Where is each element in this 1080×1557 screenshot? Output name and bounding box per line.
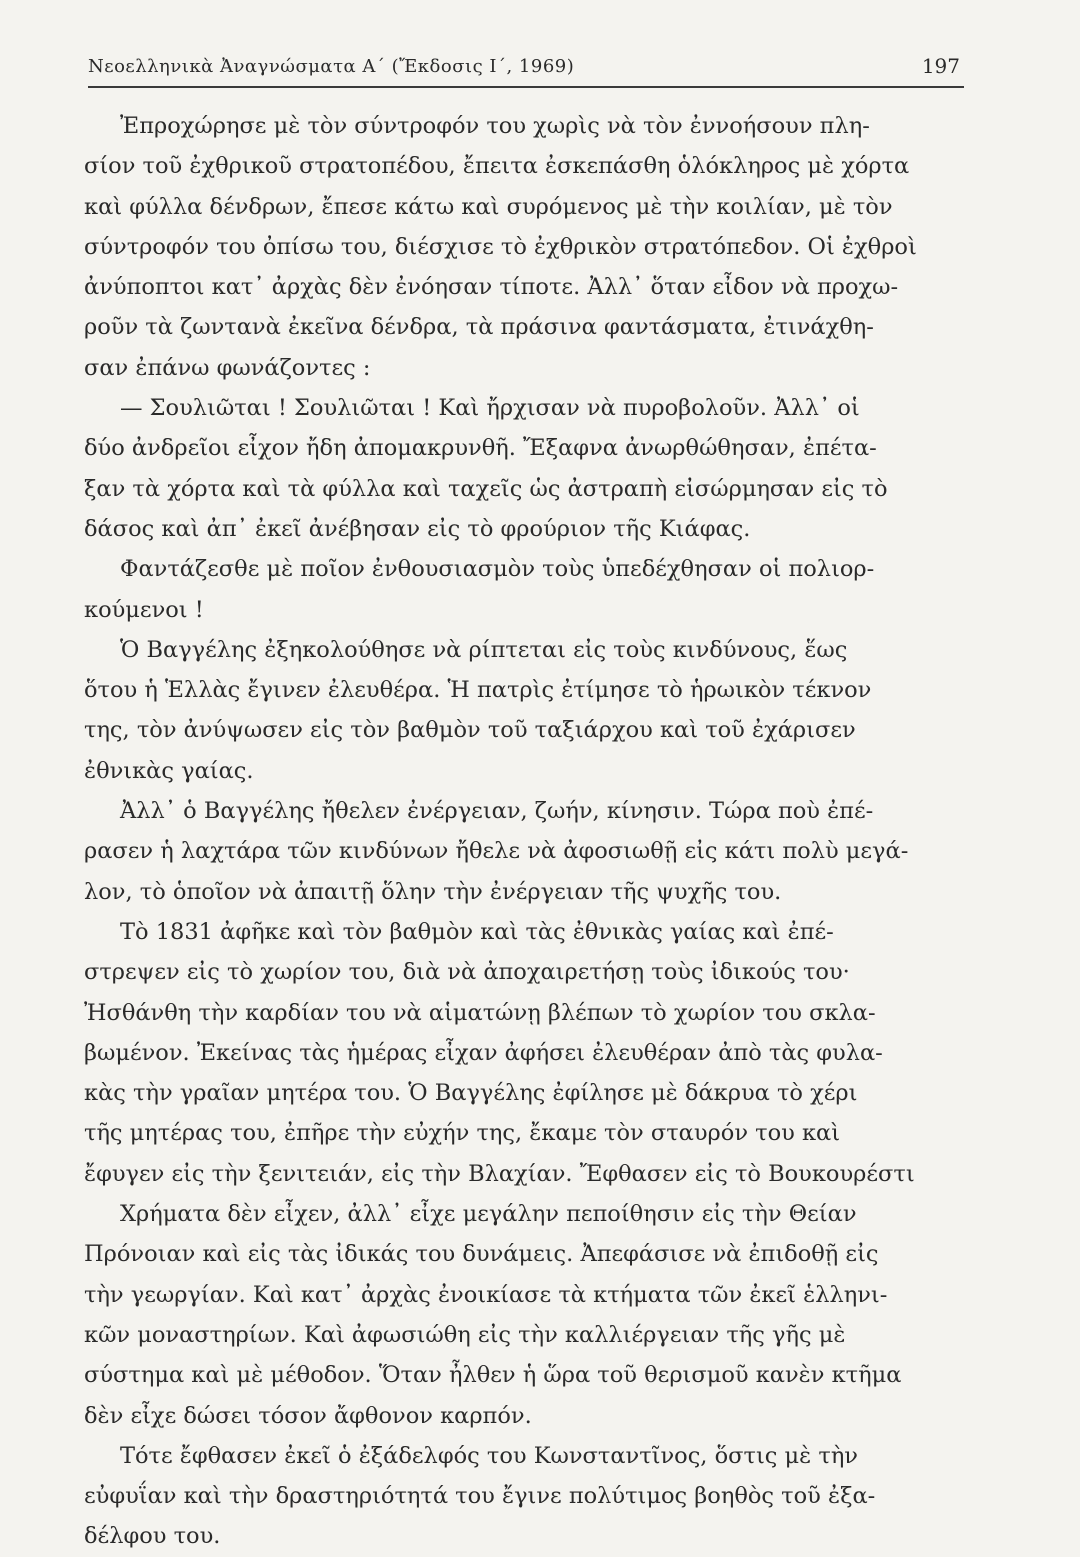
- text-line: κῶν μοναστηρίων. Καὶ ἀφωσιώθη εἰς τὴν καλλιέργειαν τῆς γῆς μὲ: [84, 1321, 846, 1348]
- text-line: ἀνύποπτοι κατ᾿ ἀρχὰς δὲν ἐνόησαν τίποτε. Ἀλλ᾿ ὅταν εἶδον νὰ προχω-: [84, 274, 899, 301]
- text-line: καὶ φύλλα δένδρων, ἔπεσε κάτω καὶ συρόμενος μὲ τὴν κοιλίαν, μὲ τὸν: [84, 193, 893, 220]
- text-line: Ἠσθάνθη τὴν καρδίαν του νὰ αἱματώνῃ βλέπων τὸ χωρίον του σκλα-: [84, 999, 876, 1026]
- text-line: δάσος καὶ ἀπ᾿ ἐκεῖ ἀνέβησαν εἰς τὸ φρούριον τῆς Κιάφας.: [84, 515, 751, 542]
- running-head-title: Νεοελληνικὰ Ἀναγνώσματα Α΄ (Ἔκδοσις Ι΄, 1969): [88, 56, 575, 77]
- text-line: Χρήματα δὲν εἶχεν, ἀλλ᾿ εἶχε μεγάλην πεποίθησιν εἰς τὴν Θείαν: [120, 1201, 857, 1228]
- text-line: κούμενοι !: [84, 596, 204, 623]
- text-line: σύντροφόν του ὀπίσω του, διέσχισε τὸ ἐχθρικὸν στρατόπεδον. Οἱ ἐχθροὶ: [84, 233, 917, 260]
- text-line: ξαν τὰ χόρτα καὶ τὰ φύλλα καὶ ταχεῖς ὡς ἀστραπὴ εἰσώρμησαν εἰς τὸ: [84, 475, 888, 502]
- text-line: κὰς τὴν γραῖαν μητέρα του. Ὁ Βαγγέλης ἐφίλησε μὲ δάκρυα τὸ χέρι: [84, 1080, 858, 1107]
- text-line: ἐθνικὰς γαίας.: [84, 757, 254, 784]
- text-line: εὐφυΐαν καὶ τὴν δραστηριότητά του ἔγινε πολύτιμος βοηθὸς τοῦ ἐξα-: [84, 1483, 876, 1510]
- text-line: ροῦν τὰ ζωντανὰ ἐκεῖνα δένδρα, τὰ πράσινα φαντάσματα, ἐτινάχθη-: [84, 314, 874, 341]
- text-line: τῆς μητέρας του, ἐπῆρε τὴν εὐχήν της, ἔκαμε τὸν σταυρόν του καὶ: [84, 1120, 841, 1147]
- text-line: Ἀλλ᾿ ὁ Βαγγέλης ἤθελεν ἐνέργειαν, ζωήν, κίνησιν. Τώρα ποὺ ἐπέ-: [120, 798, 874, 825]
- text-line: Τὸ 1831 ἀφῆκε καὶ τὸν βαθμὸν καὶ τὰς ἐθνικὰς γαίας καὶ ἐπέ-: [120, 918, 834, 945]
- text-line: δὲν εἶχε δώσει τόσον ἄφθονον καρπόν.: [84, 1402, 532, 1429]
- text-line: ἔφυγεν εἰς τὴν ξενιτειάν, εἰς τὴν Βλαχίαν. Ἔφθασεν εἰς τὸ Βουκουρέστι: [84, 1160, 915, 1187]
- text-line: σίον τοῦ ἐχθρικοῦ στρατοπέδου, ἔπειτα ἐσκεπάσθη ὁλόκληρος μὲ χόρτα: [84, 153, 910, 180]
- text-line: βωμένον. Ἐκείνας τὰς ἡμέρας εἶχαν ἀφήσει ἐλευθέραν ἀπὸ τὰς φυλα-: [84, 1039, 883, 1066]
- text-line: Φαντάζεσθε μὲ ποῖον ἐνθουσιασμὸν τοὺς ὑπεδέχθησαν οἱ πολιορ-: [120, 556, 875, 583]
- text-line: Τότε ἔφθασεν ἐκεῖ ὁ ἐξάδελφός του Κωνσταντῖνος, ὅστις μὲ τὴν: [120, 1442, 858, 1469]
- text-line: σαν ἐπάνω φωνάζοντες :: [84, 354, 371, 381]
- text-line: τὴν γεωργίαν. Καὶ κατ᾿ ἀρχὰς ἐνοικίασε τὰ κτήματα τῶν ἐκεῖ ἑλληνι-: [84, 1281, 888, 1308]
- text-line: δύο ἀνδρεῖοι εἶχον ἤδη ἀπομακρυνθῆ. Ἔξαφνα ἀνωρθώθησαν, ἐπέτα-: [84, 435, 877, 462]
- text-line: Πρόνοιαν καὶ εἰς τὰς ἰδικάς του δυνάμεις. Ἀπεφάσισε νὰ ἐπιδοθῇ εἰς: [84, 1241, 879, 1268]
- running-head: [88, 50, 964, 88]
- text-line: σύστημα καὶ μὲ μέθοδον. Ὅταν ἦλθεν ἡ ὥρα τοῦ θερισμοῦ κανὲν κτῆμα: [84, 1362, 902, 1389]
- text-line: λον, τὸ ὁποῖον νὰ ἀπαιτῇ ὅλην τὴν ἐνέργειαν τῆς ψυχῆς του.: [84, 878, 782, 905]
- text-line: Ἐπροχώρησε μὲ τὸν σύντροφόν του χωρὶς νὰ τὸν ἐννοήσουν πλη-: [120, 113, 870, 139]
- text-line: ὅτου ἡ Ἑλλὰς ἔγινεν ἐλευθέρα. Ἡ πατρὶς ἐτίμησε τὸ ἡρωικὸν τέκνον: [84, 677, 872, 704]
- text-line: δέλφου του.: [84, 1523, 221, 1550]
- text-line: — Σουλιῶται ! Σουλιῶται ! Καὶ ἤρχισαν νὰ πυροβολοῦν. Ἀλλ᾿ οἱ: [120, 395, 860, 422]
- text-line: της, τὸν ἀνύψωσεν εἰς τὸν βαθμὸν τοῦ ταξιάρχου καὶ τοῦ ἐχάρισεν: [84, 717, 856, 744]
- text-line: Ὁ Βαγγέλης ἐξηκολούθησε νὰ ρίπτεται εἰς τοὺς κινδύνους, ἕως: [120, 636, 848, 663]
- text-line: στρεψεν εἰς τὸ χωρίον του, διὰ νὰ ἀποχαιρετήσῃ τοὺς ἰδικούς του·: [84, 959, 850, 986]
- text-line: ρασεν ἡ λαχτάρα τῶν κινδύνων ἤθελε νὰ ἀφοσιωθῇ εἰς κάτι πολὺ μεγά-: [84, 838, 909, 865]
- body-text: [84, 106, 948, 1557]
- page-number: 197: [921, 54, 960, 78]
